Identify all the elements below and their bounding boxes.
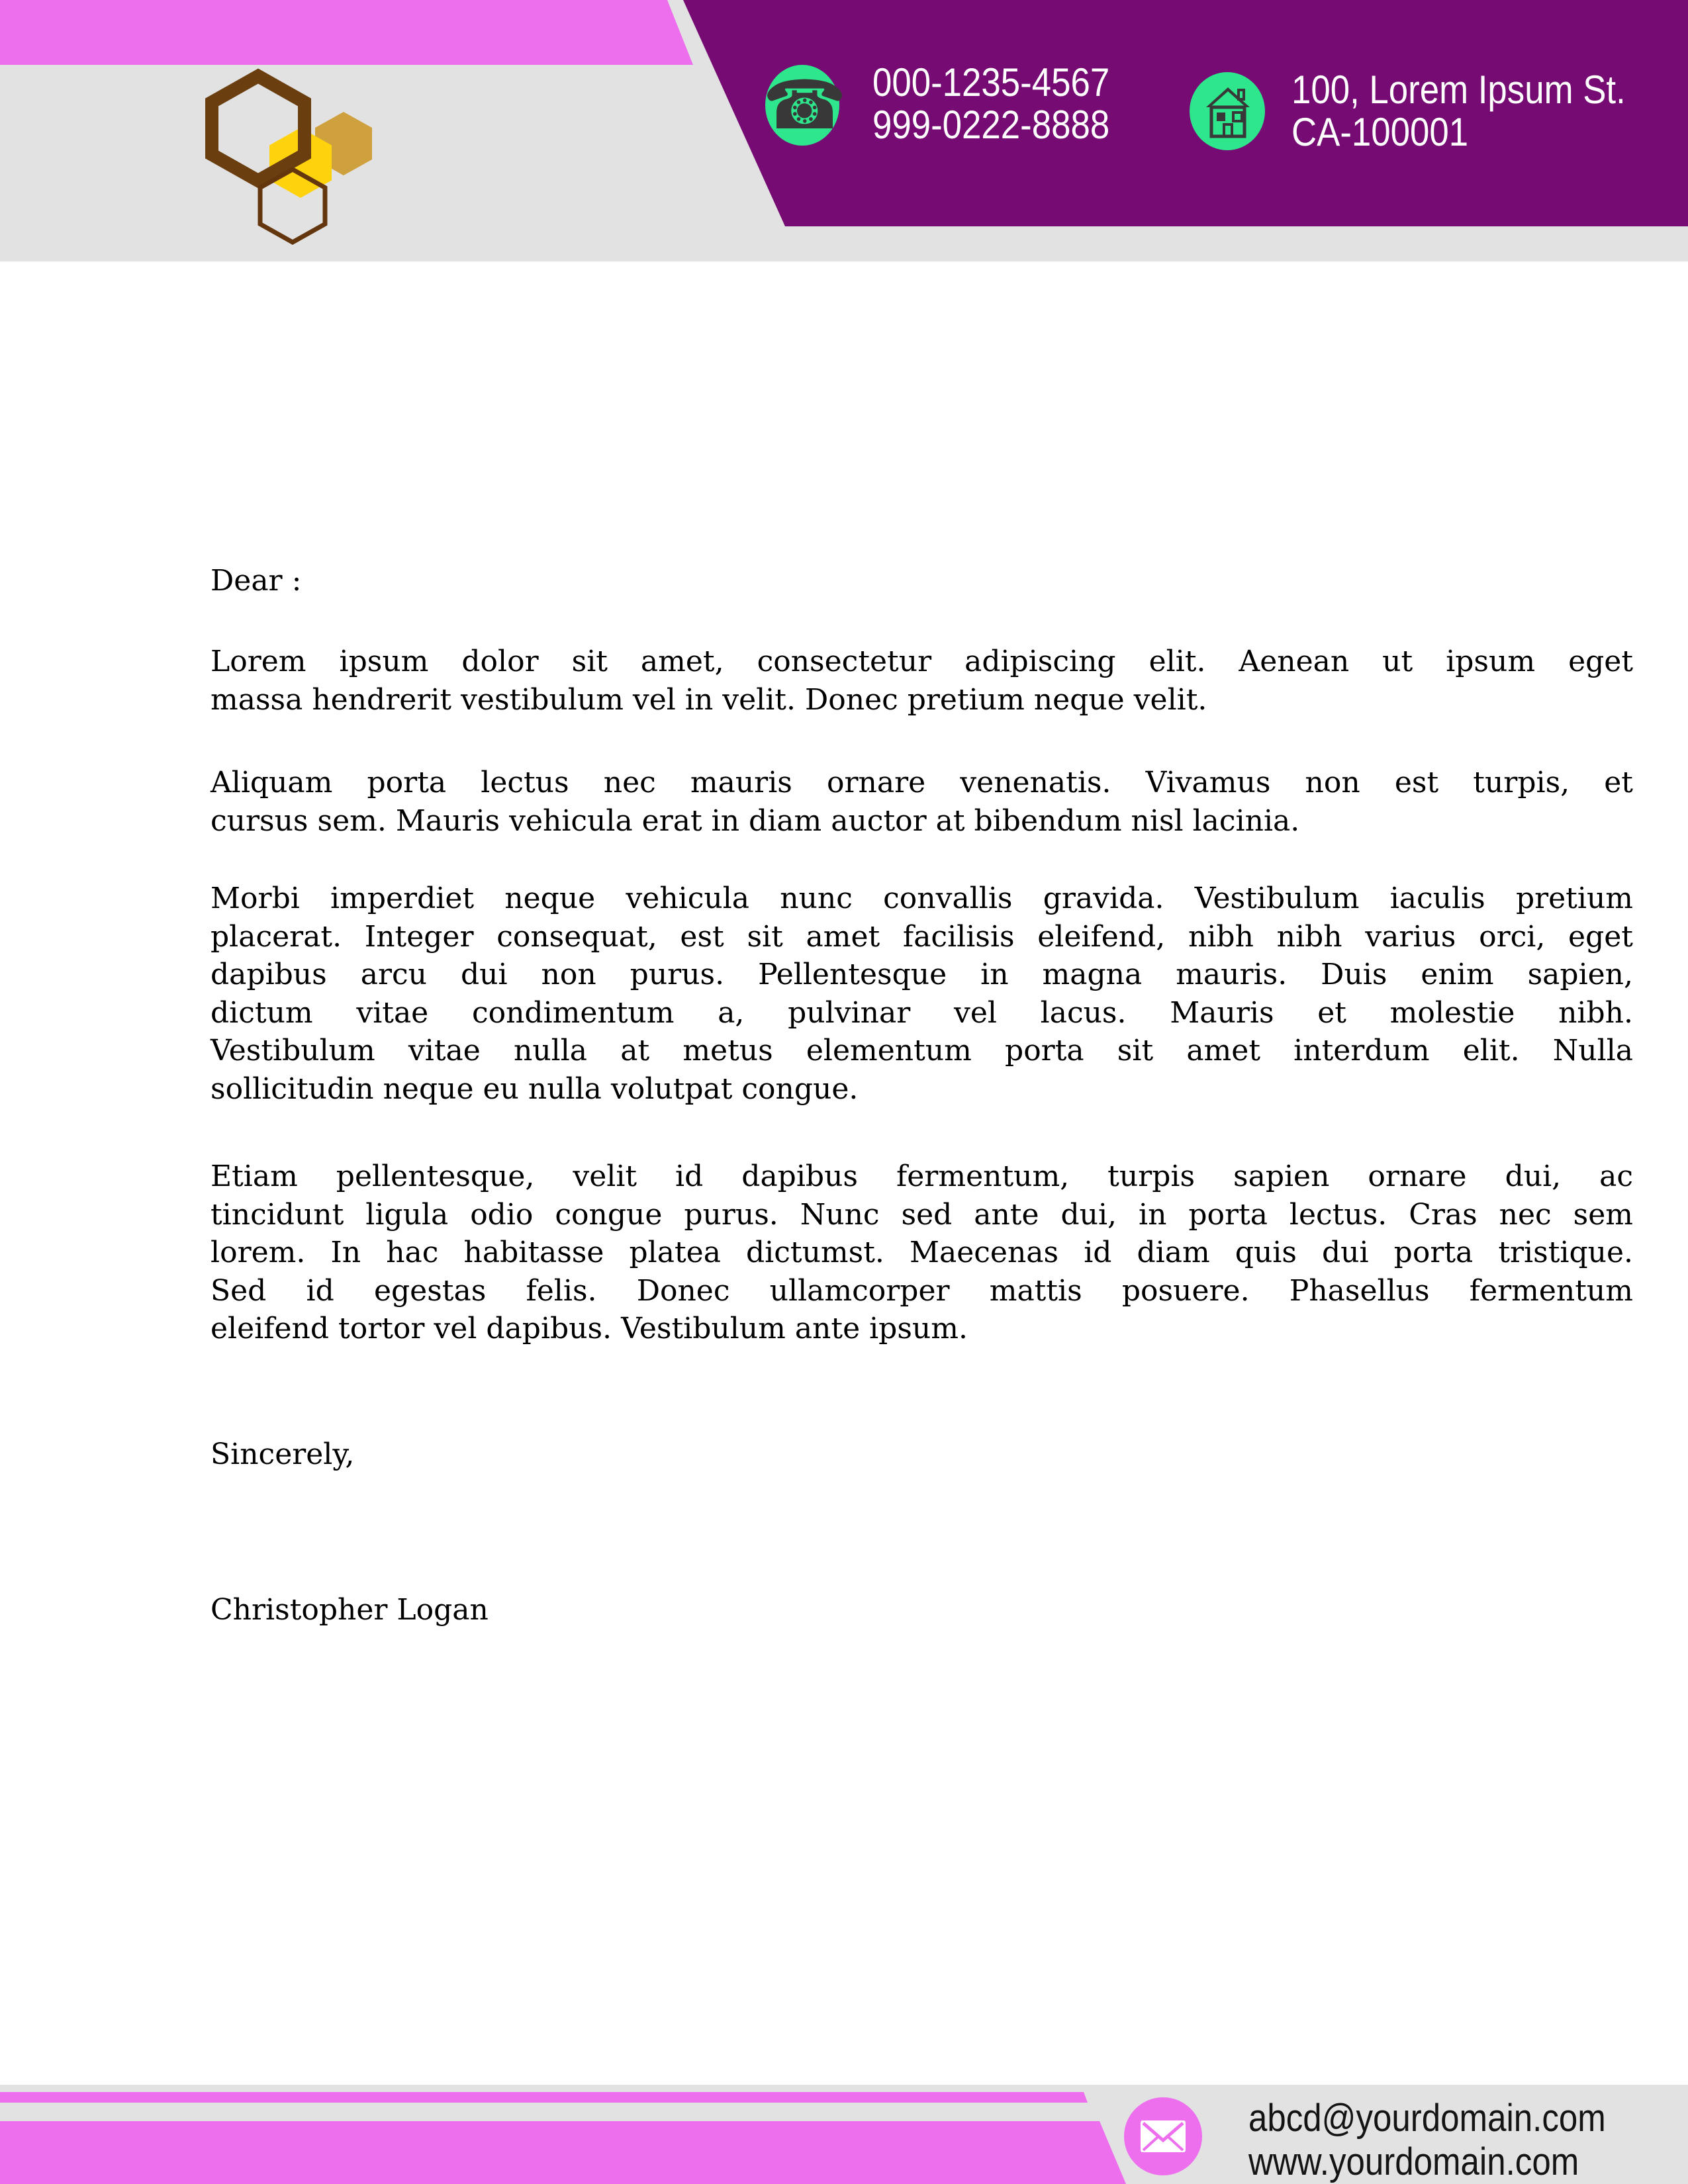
salutation: Dear : xyxy=(211,564,302,598)
phone-icon: ☎ xyxy=(763,66,847,145)
closing: Sincerely, xyxy=(211,1437,355,1471)
paragraph-line: Aliquam porta lectus nec mauris ornare venenatis. Vivamus non est turpis, et xyxy=(211,766,1633,799)
paragraph-line: cursus sem. Mauris vehicula erat in diam auctor at bibendum nisl lacinia. xyxy=(211,803,1300,838)
footer-contact xyxy=(1248,2097,1606,2184)
paragraph-line: sollicitudin neque eu nulla volutpat congue. xyxy=(211,1071,859,1106)
envelope-icon xyxy=(1141,2120,1186,2152)
paragraph-line: Etiam pellentesque, velit id dapibus fermentum, turpis sapien ornare dui, ac xyxy=(211,1160,1633,1193)
footer-pink-stripe-thick xyxy=(0,2121,1126,2184)
paragraph-2 xyxy=(211,764,1633,840)
paragraph-4 xyxy=(211,1158,1633,1348)
paragraph-line: massa hendrerit vestibulum vel in velit. Donec pretium neque velit. xyxy=(211,682,1207,717)
paragraph-line: dictum vitae condimentum a, pulvinar vel lacus. Mauris et molestie nibh. xyxy=(211,995,1633,1030)
address-line-1: 100, Lorem Ipsum St. xyxy=(1291,68,1626,112)
home-icon xyxy=(1202,83,1254,139)
header-pink-band xyxy=(0,0,693,65)
footer-pink-stripe-thin xyxy=(0,2092,1088,2103)
paragraph-line: lorem. In hac habitasse platea dictumst. Maecenas id diam quis dui porta tristique. xyxy=(211,1236,1633,1269)
paragraph-line: tincidunt ligula odio congue purus. Nunc sed ante dui, in porta lectus. Cras nec sem xyxy=(211,1197,1633,1232)
paragraph-line: Sed id egestas felis. Donec ullamcorper mattis posuere. Phasellus fermentum xyxy=(211,1273,1633,1308)
paragraph-line: Vestibulum vitae nulla at metus elementum porta sit amet interdum elit. Nulla xyxy=(211,1034,1633,1068)
paragraph-line: placerat. Integer consequat, est sit amet facilisis eleifend, nibh nibh varius orci, eget xyxy=(211,919,1633,954)
address xyxy=(1291,69,1626,154)
address-line-2: CA-100001 xyxy=(1291,110,1469,154)
paragraph-line: dapibus arcu dui non purus. Pellentesque in magna mauris. Duis enim sapien, xyxy=(211,958,1633,991)
phone-line-2: 999-0222-8888 xyxy=(872,103,1110,147)
footer-email: abcd@yourdomain.com xyxy=(1248,2097,1606,2140)
paragraph-1 xyxy=(211,643,1633,719)
paragraph-line: Morbi imperdiet neque vehicula nunc convallis gravida. Vestibulum iaculis pretium xyxy=(211,882,1633,915)
footer-website: www.yourdomain.com xyxy=(1248,2140,1579,2183)
signature: Christopher Logan xyxy=(211,1593,489,1627)
paragraph-line: eleifend tortor vel dapibus. Vestibulum ante ipsum. xyxy=(211,1312,968,1345)
phone-numbers xyxy=(872,62,1109,146)
phone-line-1: 000-1235-4567 xyxy=(872,60,1110,105)
paragraph-line: Lorem ipsum dolor sit amet, consectetur adipiscing elit. Aenean ut ipsum eget xyxy=(211,645,1633,678)
paragraph-3 xyxy=(211,880,1633,1108)
